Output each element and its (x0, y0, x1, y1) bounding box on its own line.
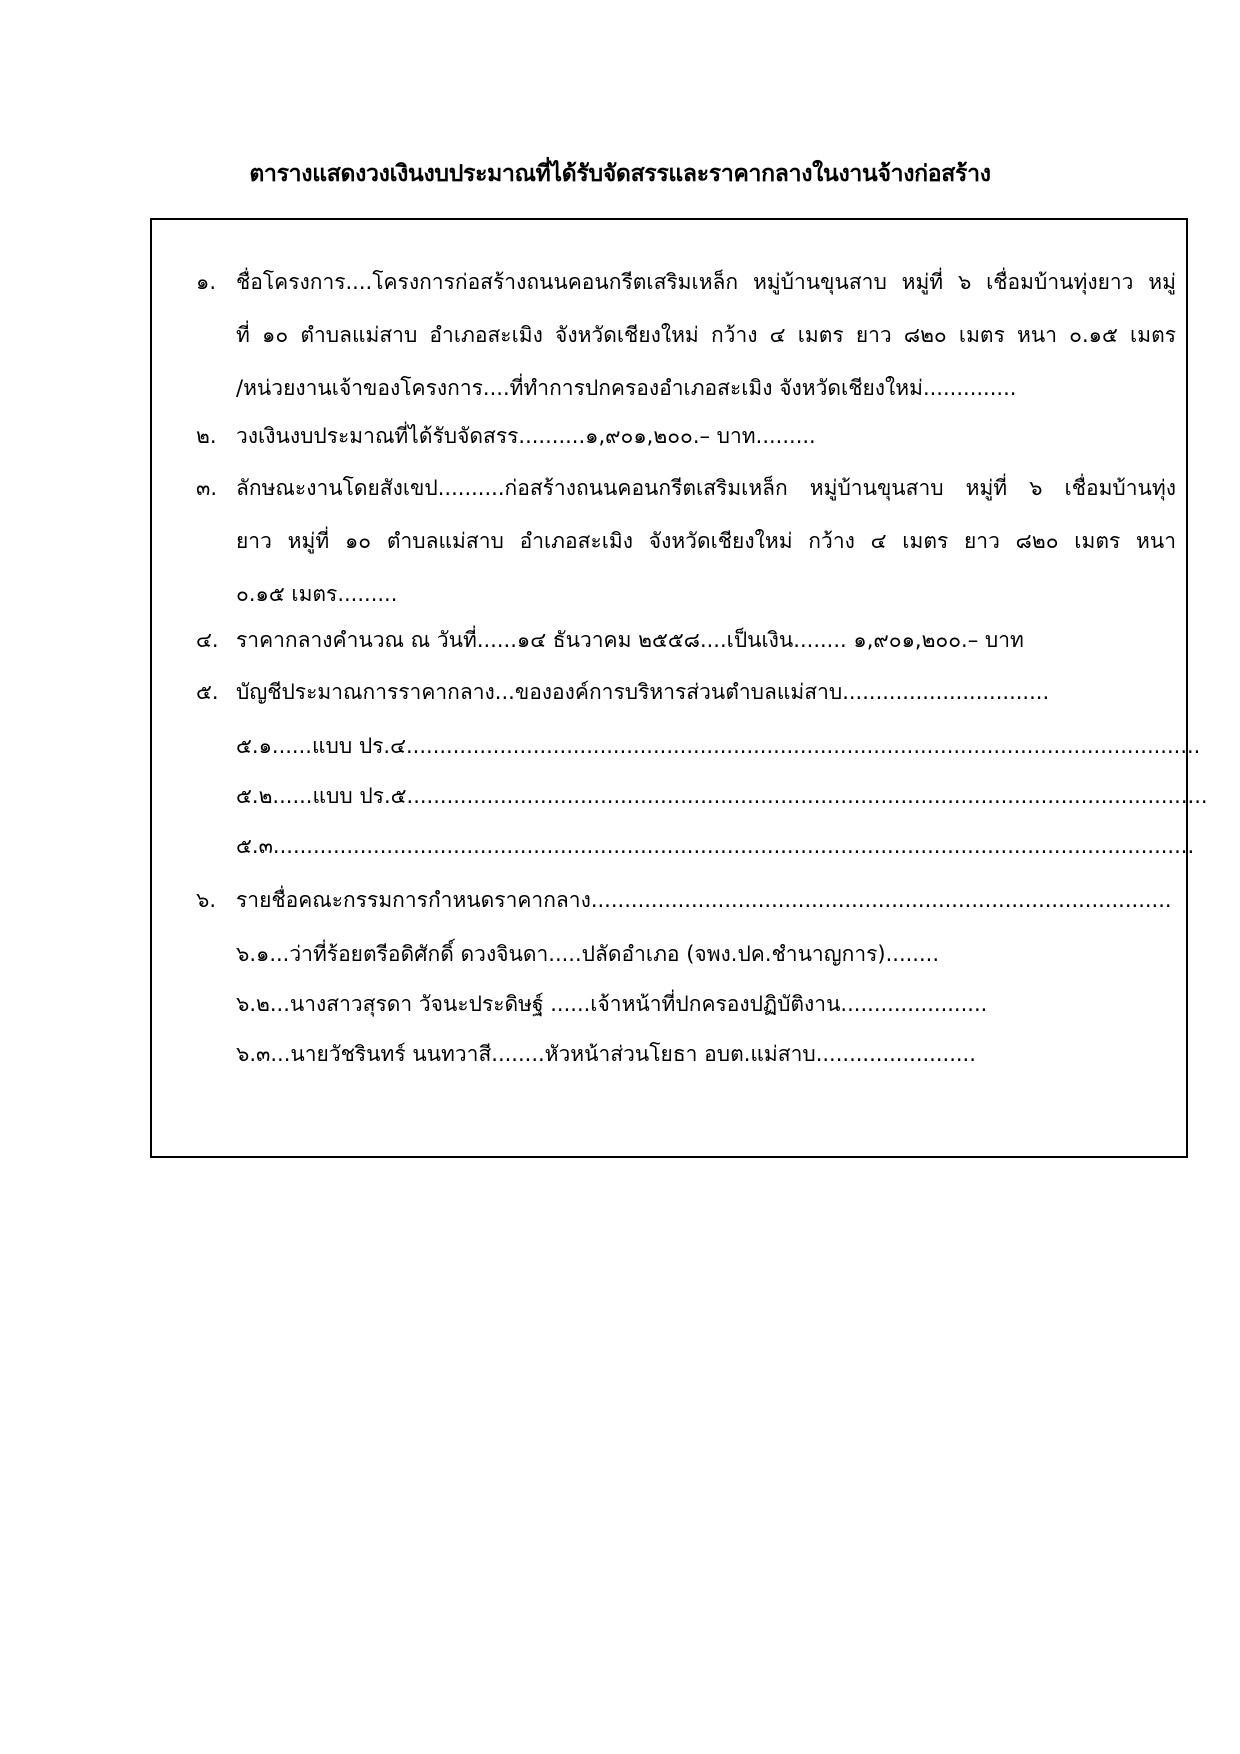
item-4-line-1: ราคากลางคำนวณ ณ วันที่......๑๔ ธันวาคม ๒๕๕๘....เป็นเงิน........ ๑,๙๐๑,๒๐๐.– บาท (236, 628, 1024, 652)
item-5-2: ๕.๒......แบบ ปร.๕........................................................................................................................ (236, 784, 1208, 808)
item-5-3: ๕.๓.......................................................................................................................................... (236, 834, 1195, 858)
document-title: ตารางแสดงวงเงินงบประมาณที่ได้รับจัดสรรและราคากลางในงานจ้างก่อสร้าง (249, 161, 991, 187)
item-3-number: ๓. (196, 476, 218, 500)
item-5-line-1: บัญชีประมาณการราคากลาง...ขององค์การบริหารส่วนตำบลแม่สาบ............................... (236, 680, 1050, 704)
item-1-text (236, 256, 1176, 415)
item-3-line-1: ลักษณะงานโดยสังเขป..........ก่อสร้างถนนคอนกรีตเสริมเหล็ก หมู่บ้านขุนสาบ หมู่ที่ ๖ เชื่อมบ้านทุ่ง (236, 476, 1176, 500)
item-6-2: ๖.๒...นางสาวสุรดา วัจนะประดิษฐ์ ......เจ้าหน้าที่ปกครองปฏิบัติงาน...................... (236, 992, 988, 1016)
item-6-line-1: รายชื่อคณะกรรมการกำหนดราคากลาง....................................................................................... (236, 888, 1172, 912)
item-6-1: ๖.๑...ว่าที่ร้อยตรีอดิศักดิ์ ดวงจินดา.....ปลัดอำเภอ (จพง.ปค.ชำนาญการ)........ (236, 942, 939, 966)
item-2-text (236, 410, 1176, 463)
item-6-text (236, 874, 1176, 927)
item-4-text (236, 614, 1176, 667)
item-6-3: ๖.๓...นายวัชรินทร์ นนทวาสี........หัวหน้าส่วนโยธา อบต.แม่สาบ........................ (236, 1042, 976, 1066)
item-1-line-2: ที่ ๑๐ ตำบลแม่สาบ อำเภอสะเมิง จังหวัดเชียงใหม่ กว้าง ๔ เมตร ยาว ๘๒๐ เมตร หนา ๐.๑๕ เมตร (236, 323, 1176, 347)
item-1-line-1: ชื่อโครงการ....โครงการก่อสร้างถนนคอนกรีตเสริมเหล็ก หมู่บ้านขุนสาบ หมู่ที่ ๖ เชื่อมบ้านทุ่งยาว หมู่ (236, 270, 1176, 294)
item-1-number: ๑. (196, 270, 217, 294)
item-5-text (236, 666, 1176, 719)
item-3-text (236, 462, 1176, 621)
item-2-number: ๒. (196, 424, 217, 448)
item-3-line-3: ๐.๑๕ เมตร......... (236, 582, 398, 606)
item-5-number: ๕. (196, 680, 219, 704)
item-3-line-2: ยาว หมู่ที่ ๑๐ ตำบลแม่สาบ อำเภอสะเมิง จังหวัดเชียงใหม่ กว้าง ๔ เมตร ยาว ๘๒๐ เมตร หนา (236, 529, 1176, 553)
item-6-number: ๖. (196, 888, 217, 912)
item-2-line-1: วงเงินงบประมาณที่ได้รับจัดสรร..........๑,๙๐๑,๒๐๐.– บาท......... (236, 424, 816, 448)
item-5-1: ๕.๑......แบบ ปร.๔....................................................................................................................... (236, 734, 1201, 758)
item-4-number: ๔. (196, 628, 219, 652)
item-1-line-3: /หน่วยงานเจ้าของโครงการ....ที่ทำการปกครองอำเภอสะเมิง จังหวัดเชียงใหม่.............. (236, 376, 1017, 400)
